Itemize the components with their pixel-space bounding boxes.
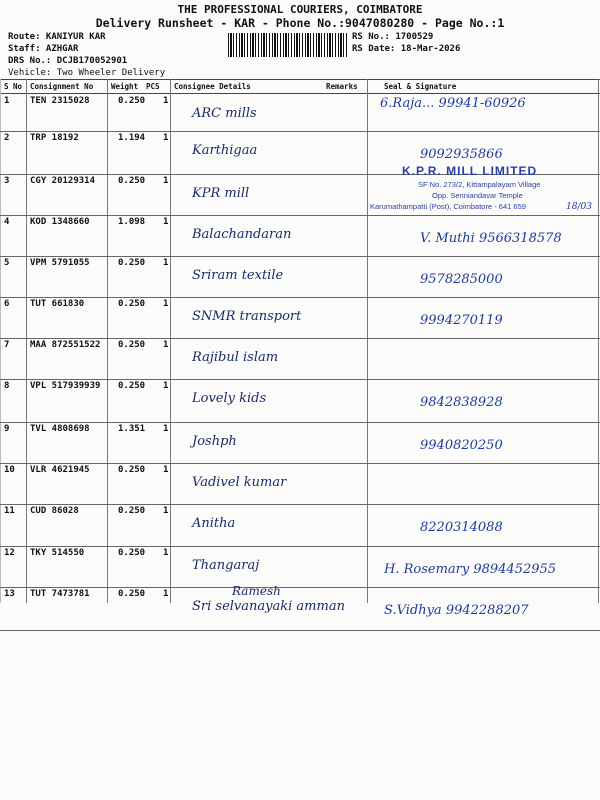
row-signature-handwritten: 9842838928 [420,395,503,410]
stamp-address-line-3: Karumathampatti (Post), Coimbatore - 641 659 [370,202,526,211]
col-rule-weight [170,79,171,603]
row-sno: 12 [4,548,15,558]
row-weight: 0.250 [118,176,146,186]
row-pcs: 1 [163,96,169,106]
stamp-company-name: K.P.R. MILL LIMITED [402,164,538,178]
row-consignment-no: KOD 1348660 [30,217,90,227]
row-signature-handwritten: H. Rosemary 9894452955 [384,562,557,577]
row-divider [0,379,600,380]
row-divider [0,131,600,132]
row-weight: 0.250 [118,381,146,391]
row-sno: 6 [4,299,10,309]
row-consignment-no: VLR 4621945 [30,465,90,475]
row-weight: 1.194 [118,133,146,143]
col-header-seal: Seal & Signature [384,82,457,91]
rs-date: RS Date: 18-Mar-2026 [352,44,461,54]
row-sno: 10 [4,465,15,475]
row-weight: 0.250 [118,258,146,268]
row-divider [0,587,600,588]
row-consignment-no: TUT 661830 [30,299,85,309]
row-divider [0,338,600,339]
row-sno: 8 [4,381,10,391]
col-rule-sno [26,79,27,603]
row-sno: 9 [4,424,10,434]
row-pcs: 1 [163,340,169,350]
col-header-consignment: Consignment No [30,82,94,91]
row-sno: 2 [4,133,10,143]
row13-extra-name: Ramesh [232,584,281,598]
row-pcs: 1 [163,217,169,227]
col-header-sno: S No [4,82,23,91]
row-sno: 3 [4,176,10,186]
row-consignment-no: CUD 86028 [30,506,79,516]
col-rule-remarks [367,79,368,603]
row-pcs: 1 [163,589,169,599]
row-consignment-no: MAA 872551522 [30,340,101,350]
row-pcs: 1 [163,133,169,143]
row-weight: 0.250 [118,506,146,516]
row-signature-handwritten: 9092935866 [420,147,503,162]
row-consignee-handwritten: Sriram textile [192,268,284,283]
row-signature-handwritten: S.Vidhya 9942288207 [384,603,529,618]
col-header-remarks: Remarks [326,82,358,91]
row-consignment-no: CGY 20129314 [30,176,96,186]
col-rule-left [0,79,1,603]
row-divider [0,504,600,505]
row-pcs: 1 [163,506,169,516]
row-signature-handwritten: 8220314088 [420,520,503,535]
row-signature-handwritten: V. Muthi 9566318578 [420,231,562,246]
row-divider [0,463,600,464]
row-sno: 11 [4,506,15,516]
col-header-weight: Weight [111,82,139,91]
table-top-rule [0,79,600,80]
stamp-address-line-2: Opp. Senniandavar Temple [432,191,523,200]
row-weight: 0.250 [118,465,146,475]
row-consignment-no: TUT 7473781 [30,589,90,599]
row-consignee-handwritten: Thangaraj [192,558,260,573]
row-weight: 0.250 [118,299,146,309]
row-consignee-handwritten: Sri selvanayaki amman [192,599,345,614]
row-consignee-handwritten: ARC mills [192,106,257,121]
row-pcs: 1 [163,299,169,309]
rs-number: RS No.: 1700529 [352,32,434,42]
row-pcs: 1 [163,465,169,475]
row-signature-handwritten: 9994270119 [420,313,503,328]
row-consignee-handwritten: Karthigaa [192,143,258,158]
row-consignment-no: TEN 2315028 [30,96,90,106]
row-consignment-no: VPM 5791055 [30,258,90,268]
row-divider [0,546,600,547]
row-consignee-handwritten: Vadivel kumar [192,475,287,490]
row-consignee-handwritten: Balachandaran [192,227,292,242]
row-consignee-handwritten: Joshph [192,434,237,449]
row-weight: 0.250 [118,589,146,599]
drs-number: DRS No.: DCJB170052901 [8,56,128,66]
row-pcs: 1 [163,176,169,186]
row-consignee-handwritten: SNMR transport [192,309,302,324]
row-consignee-handwritten: KPR mill [192,186,250,201]
row-weight: 1.098 [118,217,146,227]
row-sno: 13 [4,589,15,599]
route-label: Route: KANIYUR KAR [8,32,106,42]
col-rule-right [598,79,599,603]
row-pcs: 1 [163,381,169,391]
company-title: THE PROFESSIONAL COURIERS, COIMBATORE [177,3,423,16]
barcode-image [228,33,348,57]
col-header-consignee: Consignee Details [174,82,251,91]
row-pcs: 1 [163,424,169,434]
row-divider [0,297,600,298]
row-signature-handwritten: 9940820250 [420,438,503,453]
row-divider [0,422,600,423]
col-rule-consignment [107,79,108,603]
row-consignment-no: TRP 18192 [30,133,79,143]
stamp-address-line-1: SF No. 273/2, Kittampalayam Village [418,180,541,189]
staff-label: Staff: AZHGAR [8,44,79,54]
col-header-pcs: PCS [146,82,160,91]
row-weight: 0.250 [118,548,146,558]
row-consignee-handwritten: Rajibul islam [192,350,279,365]
row-consignment-no: TKY 514550 [30,548,85,558]
row-weight: 0.250 [118,96,146,106]
row-consignment-no: VPL 517939939 [30,381,101,391]
row-divider [0,630,600,631]
row-pcs: 1 [163,548,169,558]
row-signature-handwritten: 6.Raja... 99941-60926 [380,96,526,111]
row-consignee-handwritten: Lovely kids [192,391,267,406]
row-sno: 4 [4,217,10,227]
row-signature-handwritten: 9578285000 [420,272,503,287]
row-sno: 5 [4,258,10,268]
vehicle-label: Vehicle: Two Wheeler Delivery [8,68,166,78]
table-header-rule [0,93,600,94]
row-weight: 1.351 [118,424,146,434]
row-sno: 7 [4,340,10,350]
runsheet-subtitle: Delivery Runsheet - KAR - Phone No.:9047080280 - Page No.:1 [95,16,505,30]
row-pcs: 1 [163,258,169,268]
row-consignee-handwritten: Anitha [192,516,236,531]
company-stamp [366,162,576,218]
row-sno: 1 [4,96,10,106]
row-consignment-no: TVL 4808698 [30,424,90,434]
stamp-date-handwritten: 18/03 [566,202,592,212]
row-divider [0,256,600,257]
row-weight: 0.250 [118,340,146,350]
